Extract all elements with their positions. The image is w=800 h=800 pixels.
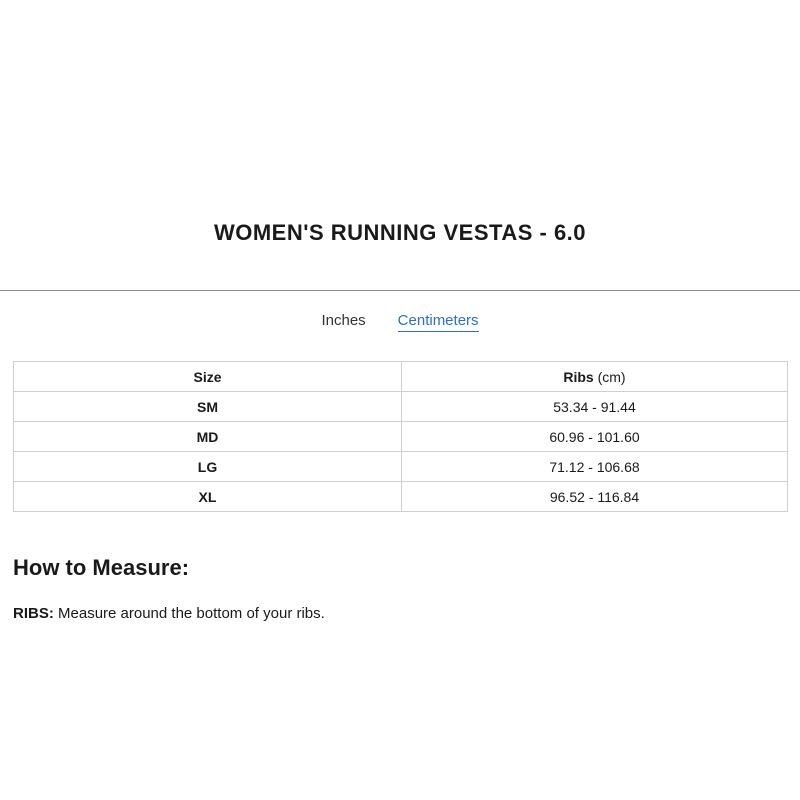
unit-toggle bbox=[0, 312, 800, 332]
column-header-ribs-label: Ribs bbox=[563, 368, 594, 385]
size-cell: MD bbox=[14, 422, 402, 452]
tab-inches[interactable]: Inches bbox=[321, 312, 366, 329]
ribs-measure-instruction bbox=[13, 605, 325, 622]
ribs-measure-label: RIBS: bbox=[13, 605, 54, 622]
ribs-cell: 53.34 - 91.44 bbox=[402, 392, 788, 422]
table-row bbox=[14, 422, 788, 452]
size-table bbox=[13, 361, 788, 512]
table-header-row bbox=[14, 362, 788, 392]
size-cell: LG bbox=[14, 452, 402, 482]
tab-centimeters[interactable]: Centimeters bbox=[398, 312, 479, 332]
size-cell: SM bbox=[14, 392, 402, 422]
table-row bbox=[14, 482, 788, 512]
column-header-size: Size bbox=[14, 362, 402, 392]
column-header-ribs bbox=[402, 362, 788, 392]
column-header-ribs-unit: (cm) bbox=[597, 368, 626, 385]
ribs-cell: 96.52 - 116.84 bbox=[402, 482, 788, 512]
how-to-measure-heading: How to Measure: bbox=[13, 555, 190, 580]
ribs-cell: 71.12 - 106.68 bbox=[402, 452, 788, 482]
ribs-measure-text: Measure around the bottom of your ribs. bbox=[53, 605, 325, 622]
ribs-cell: 60.96 - 101.60 bbox=[402, 422, 788, 452]
size-cell: XL bbox=[14, 482, 402, 512]
table-row bbox=[14, 392, 788, 422]
page-title: WOMEN'S RUNNING VESTAS - 6.0 bbox=[213, 220, 587, 245]
table-row bbox=[14, 452, 788, 482]
divider bbox=[0, 290, 800, 291]
